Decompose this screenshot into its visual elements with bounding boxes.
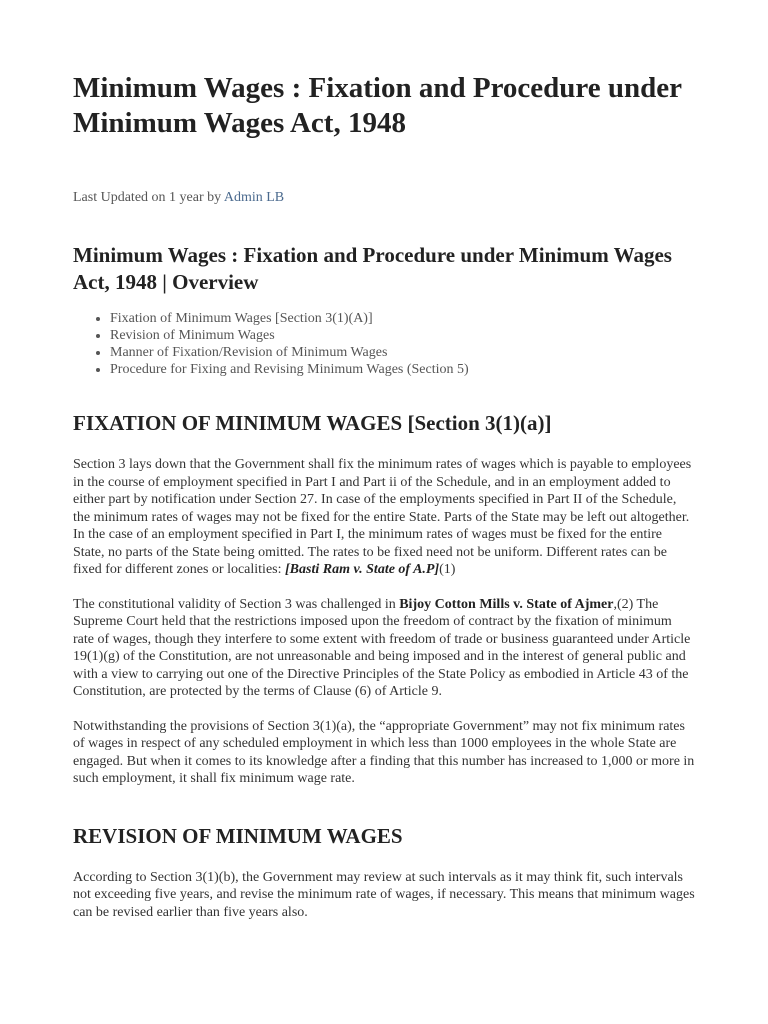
toc-item-fixation[interactable]: • Fixation of Minimum Wages [Section 3(1)(A)] bbox=[110, 310, 696, 327]
fixation-paragraph-2 bbox=[73, 596, 696, 701]
fixation-paragraph-3: Notwithstanding the provisions of Section 3(1)(a), the “appropriate Government” may not fix minimum rates of wages in respect of any scheduled employment in which less than 1000 employees in the whole State are engaged. But when it comes to its knowledge after a finding that this number has increased to 1,000 or more in such employment, it shall fix minimum wage rate. bbox=[73, 718, 695, 786]
revision-heading: REVISION OF MINIMUM WAGES bbox=[73, 823, 403, 848]
fixation-paragraph-2-intro: The constitutional validity of Section 3 was challenged in bbox=[73, 596, 400, 612]
fixation-paragraph-1-text: Section 3 lays down that the Government shall fix the minimum rates of wages which is payable to employees in the course of employment specified in Part I and Part ii of the Schedule, and in an employment added to either part by notification under Section 27. In case of the employments specified in Part II of the Schedule, the minimum rates of wages may not be fixed for the entire State. Parts of the State may be left out altogether. In the case of an employment specified in Part I, the minimum rates of wages must be fixed for the entire State, no parts of the State being omitted. The rates to be fixed need not be uniform. Different rates can be fixed for different zones or localities: bbox=[73, 457, 692, 577]
author-link[interactable]: Admin LB bbox=[223, 190, 285, 205]
toc-item-procedure[interactable]: • Procedure for Fixing and Revising Minimum Wages (Section 5) bbox=[110, 361, 696, 378]
fixation-paragraph-1 bbox=[73, 456, 696, 579]
page-title: Minimum Wages : Fixation and Procedure under Minimum Wages Act, 1948 bbox=[73, 72, 682, 139]
toc-item-manner[interactable]: • Manner of Fixation/Revision of Minimum Wages bbox=[110, 344, 696, 361]
overview-heading: Minimum Wages : Fixation and Procedure under Minimum Wages Act, 1948 | Overview bbox=[73, 243, 672, 294]
last-updated-meta bbox=[73, 189, 696, 207]
revision-paragraph-1: According to Section 3(1)(b), the Government may review at such intervals as it may think fit, such intervals not exceeding five years, and revise the minimum rate of wages, if necessary. This means that minimum wages can be revised earlier than five years also. bbox=[73, 869, 695, 920]
fixation-paragraph-2-text: ,(2) The Supreme Court held that the restrictions imposed upon the freedom of contract by the fixation of minimum rate of wages, though they interfere to some extent with freedom of trade or business guaranteed under Article 19(1)(g) of the Constitution, are not unreasonable and being imposed and in the interest of general public and with a view to carrying out one of the Directive Principles of the State Policy as embodied in Article 43 of the Constitution, are protected by the terms of Clause (6) of Article 9. bbox=[73, 596, 691, 699]
bijoy-cotton-case: Bijoy Cotton Mills v. State of Ajmer bbox=[399, 596, 614, 612]
footnote-ref-1: (1) bbox=[439, 562, 456, 577]
fixation-heading: FIXATION OF MINIMUM WAGES [Section 3(1)(a)] bbox=[73, 411, 552, 435]
basti-ram-case: [Basti Ram v. State of A.P] bbox=[285, 562, 440, 577]
last-updated-text: Last Updated on 1 year by bbox=[73, 190, 224, 205]
toc-item-revision[interactable]: • Revision of Minimum Wages bbox=[110, 327, 696, 344]
table-of-contents bbox=[73, 310, 696, 378]
